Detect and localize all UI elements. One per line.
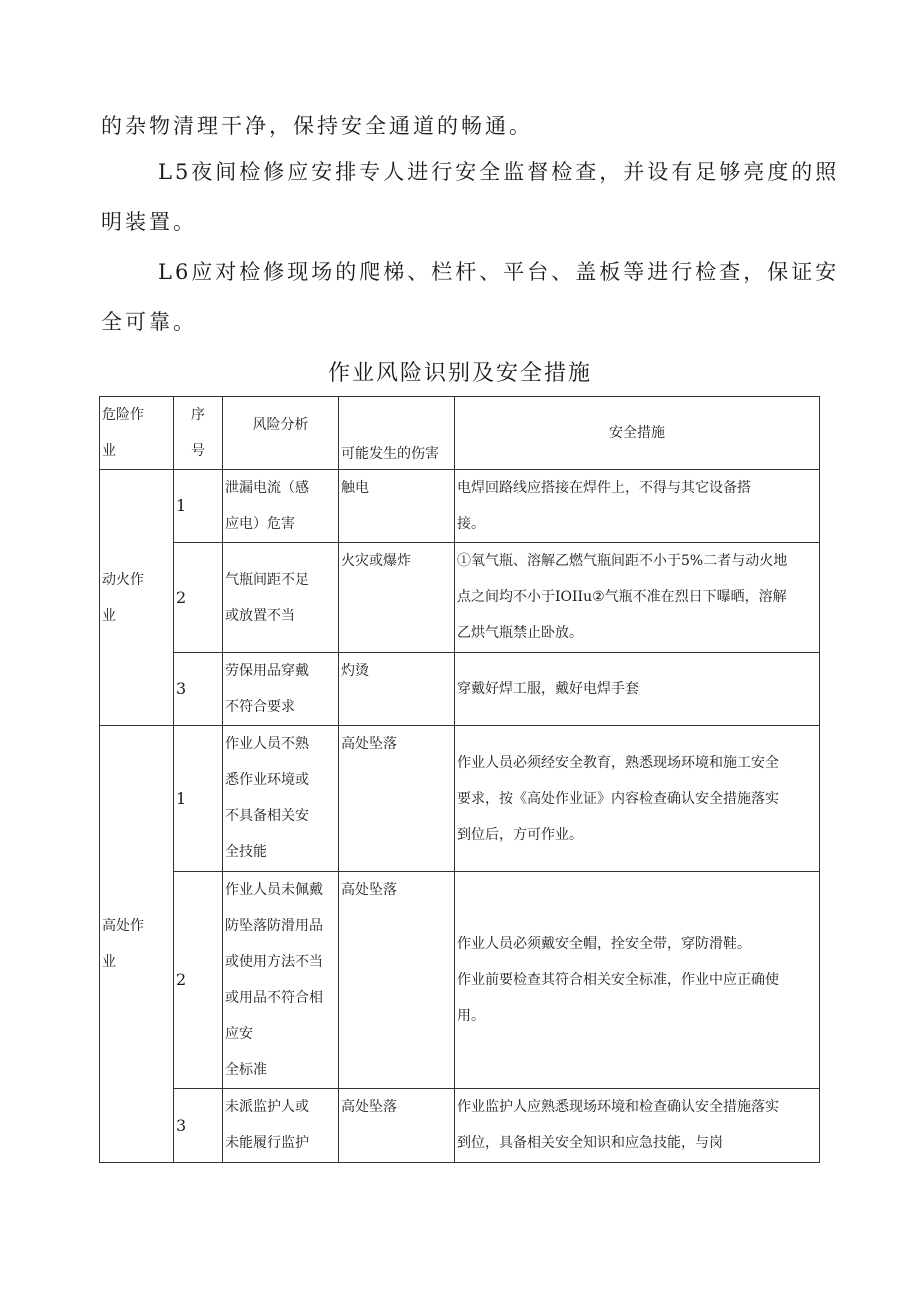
number-cell: 3 <box>174 1089 223 1163</box>
measures-cell: ①氧气瓶、溶解乙燃气瓶间距不小于5%二者与动火地 点之间均不小于IOIIu②气瓶不准在烈日下曝晒，溶解 乙烘气瓶禁止卧放。 <box>455 543 820 653</box>
harm-cell: 火灾或爆炸 <box>339 543 455 653</box>
table-row <box>100 726 820 872</box>
table-row <box>100 543 820 653</box>
number-cell: 3 <box>174 653 223 726</box>
harm-cell: 高处坠落 <box>339 726 455 872</box>
header-activity: 危险作 业 <box>100 397 174 470</box>
number-cell: 1 <box>174 726 223 872</box>
header-measures: 安全措施 <box>455 397 820 470</box>
number-cell: 2 <box>174 872 223 1089</box>
risk-cell: 气瓶间距不足 或放置不当 <box>223 543 339 653</box>
table-row <box>100 470 820 543</box>
header-risk: 风险分析 <box>223 397 339 470</box>
paragraph-1: 的杂物清理干净，保持安全通道的畅通。 <box>101 114 533 138</box>
harm-cell: 高处坠落 <box>339 872 455 1089</box>
measures-cell: 作业监护人应熟悉现场环境和检查确认安全措施落实 到位，具备相关安全知识和应急技能，与岗 <box>455 1089 820 1163</box>
paragraph-2: L5夜间检修应安排专人进行安全监督检查，并设有足够亮度的照 <box>158 160 840 184</box>
activity-cell: 动火作 业 <box>100 470 174 726</box>
header-harm: 可能发生的伤害 <box>339 397 455 470</box>
measures-cell: 作业人员必须戴安全帽，拴安全带，穿防滑鞋。 作业前要检查其符合相关安全标准，作业中应正确使 用。 <box>455 872 820 1089</box>
number-cell: 1 <box>174 470 223 543</box>
risk-cell: 劳保用品穿戴 不符合要求 <box>223 653 339 726</box>
harm-cell: 灼烫 <box>339 653 455 726</box>
table-row <box>100 653 820 726</box>
paragraph-3: 明装置。 <box>101 210 197 234</box>
number-cell: 2 <box>174 543 223 653</box>
risk-cell: 泄漏电流（感 应电）危害 <box>223 470 339 543</box>
measures-cell: 电焊回路线应搭接在焊件上，不得与其它设备搭 接。 <box>455 470 820 543</box>
risk-cell: 作业人员不熟 悉作业环境或 不具备相关安 全技能 <box>223 726 339 872</box>
paragraph-5: 全可靠。 <box>101 310 197 334</box>
risk-cell: 作业人员未佩戴 防坠落防滑用品 或使用方法不当 或用品不符合相 应安 全标准 <box>223 872 339 1089</box>
table-title: 作业风险识别及安全措施 <box>327 361 592 386</box>
risk-table <box>99 396 820 1163</box>
table-row <box>100 872 820 1089</box>
table-row <box>100 1089 820 1163</box>
measures-cell: 作业人员必须经安全教育，熟悉现场环境和施工安全 要求，按《高处作业证》内容检查确认安全措施落实 到位后，方可作业。 <box>455 726 820 872</box>
header-number: 序 号 <box>174 397 223 470</box>
paragraph-4: L6应对检修现场的爬梯、栏杆、平台、盖板等进行检查，保证安 <box>158 260 840 284</box>
activity-cell: 高处作 业 <box>100 726 174 1163</box>
risk-cell: 未派监护人或 未能履行监护 <box>223 1089 339 1163</box>
harm-cell: 高处坠落 <box>339 1089 455 1163</box>
measures-cell: 穿戴好焊工服，戴好电焊手套 <box>455 653 820 726</box>
harm-cell: 触电 <box>339 470 455 543</box>
table-header-row <box>100 397 820 470</box>
